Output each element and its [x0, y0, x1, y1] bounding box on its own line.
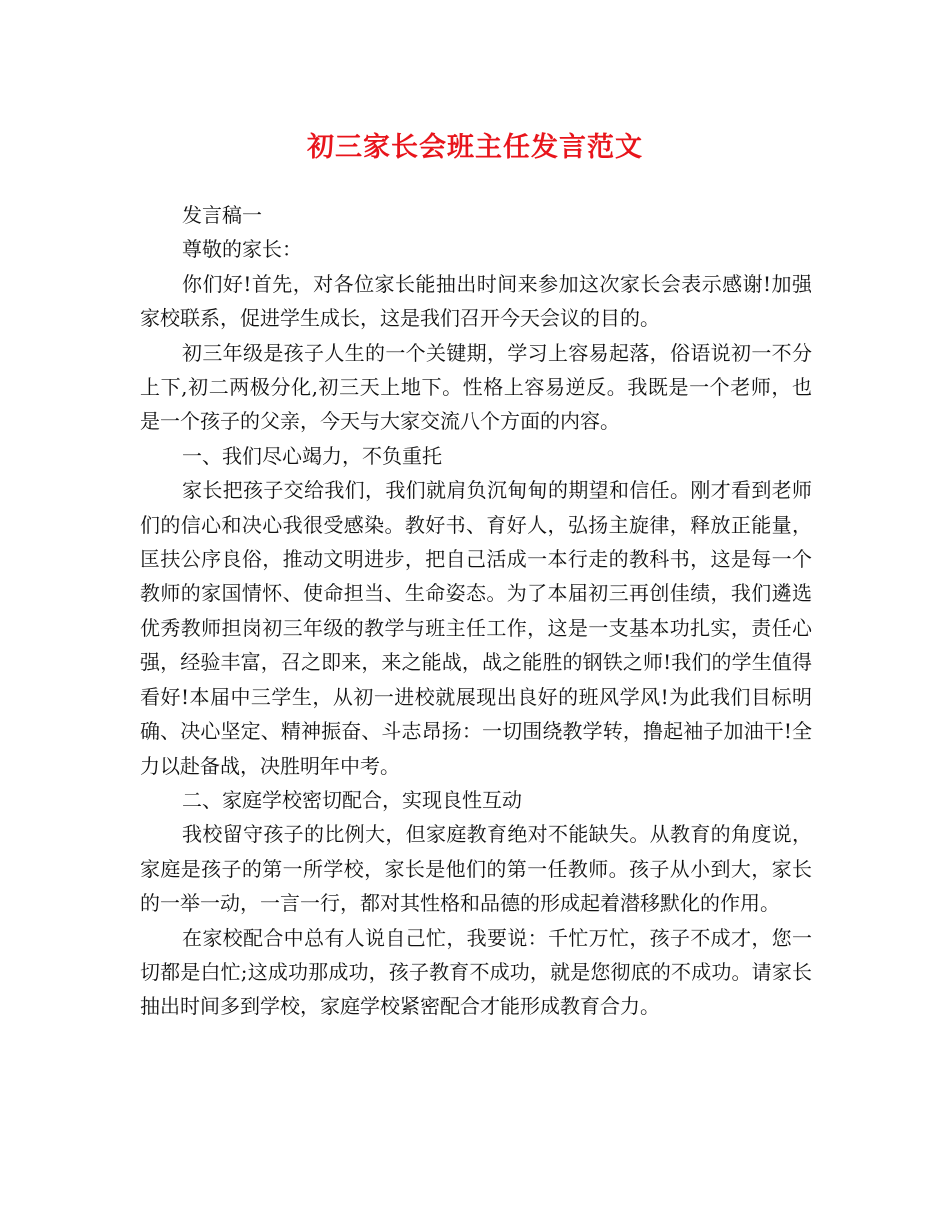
section-heading-2: 二、家庭学校密切配合，实现良性互动 — [182, 787, 522, 812]
speech-label: 发言稿一 — [182, 203, 262, 227]
document-title: 初三家长会班主任发言范文 — [307, 132, 643, 163]
paragraph: 初三年级是孩子人生的一个关键期，学习上容易起落，俗语说初一不分上下,初二两极分化,初三天上地下。性格上容易逆反。我既是一个老师，也是一个孩子的父亲，今天与大家交流八个方面的内容。 — [140, 340, 812, 434]
paragraph: 你们好!首先，对各位家长能抽出时间来参加这次家长会表示感谢!加强家校联系，促进学生成长，这是我们召开今天会议的目的。 — [140, 271, 812, 331]
paragraph: 家长把孩子交给我们，我们就肩负沉甸甸的期望和信任。刚才看到老师们的信心和决心我很受感染。教好书、育好人，弘扬主旋律，释放正能量，匡扶公序良俗，推动文明进步，把自己活成一本行走的教科书，这是每一个教师的家国情怀、使命担当、生命姿态。为了本届初三再创佳绩，我们遴选优秀教师担岗初三年级的教学与班主任工作，这是一支基本功扎实，责任心强，经验丰富，召之即来，来之能战，战之能胜的钢铁之师!我们的学生值得看好!本届中三学生，从初一进校就展现出良好的班风学风!为此我们目标明确、决心坚定、精神振奋、斗志昂扬：一切围绕教学转，撸起袖子加油干!全力以赴备战，决胜明年中考。 — [140, 478, 812, 778]
paragraph: 我校留守孩子的比例大，但家庭教育绝对不能缺失。从教育的角度说，家庭是孩子的第一所学校，家长是他们的第一任教师。孩子从小到大，家长的一举一动，一言一行，都对其性格和品德的形成起着潜移默化的作用。 — [140, 822, 812, 916]
document-body — [140, 198, 812, 1024]
salutation: 尊敬的家长： — [182, 237, 302, 262]
section-heading-1: 一、我们尽心竭力，不负重托 — [182, 443, 442, 468]
paragraph: 在家校配合中总有人说自己忙，我要说：千忙万忙，孩子不成才，您一切都是白忙;这成功那成功，孩子教育不成功，就是您彻底的不成功。请家长抽出时间多到学校，家庭学校紧密配合才能形成教育合力。 — [140, 925, 812, 1019]
